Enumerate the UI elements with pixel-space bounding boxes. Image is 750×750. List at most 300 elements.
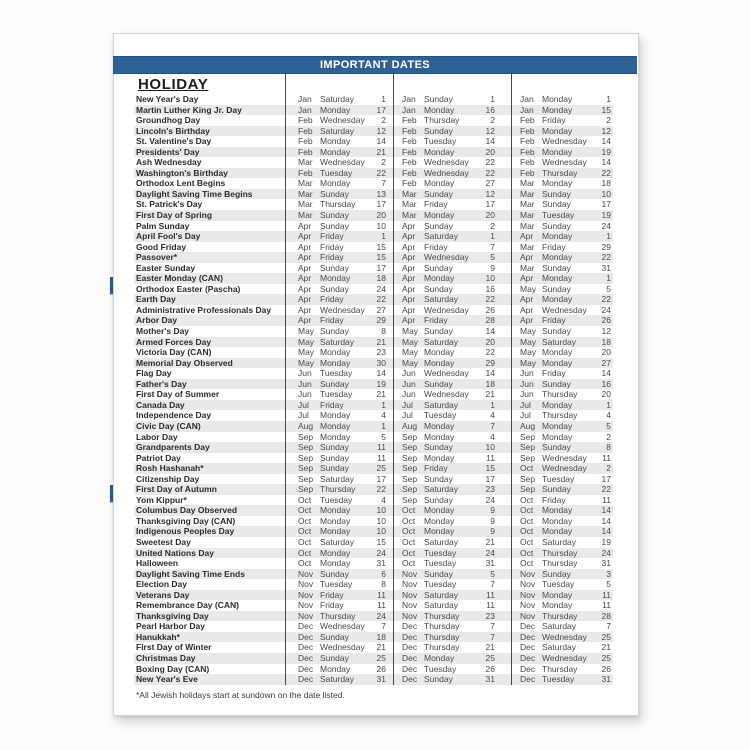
weekday-name: Monday — [424, 104, 455, 115]
month-abbrev: Dec — [520, 663, 536, 674]
weekday-name: Sunday — [542, 262, 571, 273]
day-number: 24 — [376, 283, 386, 294]
month-abbrev: Dec — [402, 652, 418, 663]
month-abbrev: Dec — [298, 652, 314, 663]
year3-date — [511, 347, 613, 358]
year2-date — [393, 126, 511, 137]
day-number: 20 — [376, 210, 386, 221]
month-abbrev: Jul — [298, 410, 309, 421]
day-number: 22 — [376, 484, 386, 495]
day-number: 21 — [376, 146, 386, 157]
year3-date — [511, 115, 613, 126]
weekday-name: Saturday — [542, 642, 577, 653]
day-number: 12 — [485, 188, 495, 199]
holiday-name: Armed Forces Day — [136, 336, 212, 347]
month-abbrev: Feb — [298, 115, 313, 126]
year2-date — [393, 168, 511, 179]
day-number: 17 — [376, 473, 386, 484]
weekday-name: Monday — [542, 431, 573, 442]
table-row — [134, 505, 613, 516]
day-number: 7 — [381, 621, 386, 632]
month-abbrev: Oct — [402, 515, 416, 526]
table-row — [134, 558, 613, 569]
month-abbrev: Jan — [298, 94, 312, 104]
weekday-name: Sunday — [424, 283, 453, 294]
month-abbrev: Apr — [402, 231, 416, 242]
year2-date — [393, 484, 511, 495]
year3-date — [511, 569, 613, 580]
year3-date — [511, 653, 613, 664]
month-abbrev: Apr — [520, 304, 534, 315]
table-row — [134, 421, 613, 432]
month-abbrev: Feb — [298, 125, 313, 136]
day-number: 2 — [606, 115, 611, 126]
month-abbrev: Nov — [298, 589, 314, 600]
day-number: 11 — [602, 589, 611, 600]
year1-date — [285, 453, 393, 464]
year2-date — [393, 674, 511, 685]
year3-date — [511, 368, 613, 379]
day-number: 30 — [376, 357, 386, 368]
year2-date — [393, 600, 511, 611]
day-number: 31 — [485, 674, 495, 685]
weekday-name: Wednesday — [320, 642, 365, 653]
month-abbrev: Feb — [298, 146, 313, 157]
day-number: 15 — [485, 463, 495, 474]
year1-column-rule — [285, 72, 393, 94]
holiday-table-rows — [134, 94, 613, 685]
year1-date — [285, 653, 393, 664]
month-abbrev: Nov — [402, 579, 418, 590]
year1-date — [285, 147, 393, 158]
weekday-name: Monday — [542, 294, 573, 305]
month-abbrev: Sep — [298, 442, 314, 453]
month-abbrev: Nov — [520, 568, 536, 579]
month-abbrev: Mar — [402, 199, 417, 210]
day-number: 10 — [376, 505, 386, 516]
weekday-name: Saturday — [424, 536, 459, 547]
day-number: 14 — [601, 515, 611, 526]
holiday-name: Yom Kippur* — [136, 494, 187, 505]
weekday-name: Monday — [542, 273, 573, 284]
weekday-name: Thursday — [542, 663, 578, 674]
weekday-name: Wednesday — [542, 463, 587, 474]
year3-date — [511, 526, 613, 537]
year1-date — [285, 379, 393, 390]
weekday-name: Tuesday — [320, 579, 353, 590]
year2-date — [393, 621, 511, 632]
day-number: 21 — [485, 536, 495, 547]
day-number: 3 — [606, 568, 611, 579]
month-abbrev: Sep — [298, 473, 314, 484]
day-number: 9 — [490, 515, 495, 526]
month-abbrev: Oct — [520, 515, 534, 526]
weekday-name: Sunday — [424, 378, 453, 389]
holiday-name: First Day of Summer — [136, 389, 220, 400]
day-number: 22 — [485, 294, 495, 305]
month-abbrev: Jun — [402, 378, 416, 389]
year1-date — [285, 273, 393, 284]
year2-date — [393, 611, 511, 622]
month-abbrev: Jan — [520, 104, 534, 115]
year3-date — [511, 621, 613, 632]
holiday-name: Memorial Day Observed — [136, 357, 233, 368]
day-number: 14 — [376, 368, 386, 379]
day-number: 5 — [381, 431, 386, 442]
table-row — [134, 231, 613, 242]
table-row — [134, 294, 613, 305]
table-row — [134, 474, 613, 485]
year2-date — [393, 358, 511, 369]
holiday-name: Arbor Day — [136, 315, 178, 326]
day-number: 21 — [376, 336, 386, 347]
weekday-name: Sunday — [424, 188, 453, 199]
weekday-name: Thursday — [542, 558, 578, 569]
weekday-name: Monday — [542, 231, 573, 242]
day-number: 15 — [376, 536, 386, 547]
weekday-name: Tuesday — [320, 167, 353, 178]
month-abbrev: Mar — [520, 220, 535, 231]
day-number: 11 — [602, 452, 611, 463]
holiday-name: Grandparents Day — [136, 442, 210, 453]
weekday-name: Monday — [542, 357, 573, 368]
weekday-name: Sunday — [542, 326, 571, 337]
day-number: 27 — [376, 304, 386, 315]
weekday-name: Saturday — [320, 336, 355, 347]
year3-date — [511, 126, 613, 137]
month-abbrev: Apr — [402, 252, 416, 263]
weekday-name: Sunday — [320, 220, 349, 231]
year3-date — [511, 611, 613, 622]
weekday-name: Monday — [542, 104, 573, 115]
weekday-name: Monday — [542, 252, 573, 263]
weekday-name: Monday — [320, 146, 351, 157]
holiday-name: Indigenous Peoples Day — [136, 526, 235, 537]
month-abbrev: Nov — [402, 568, 418, 579]
month-abbrev: Mar — [402, 210, 417, 221]
month-abbrev: Dec — [298, 663, 314, 674]
year1-date — [285, 590, 393, 601]
month-abbrev: Nov — [520, 610, 536, 621]
month-abbrev: Oct — [520, 463, 534, 474]
year1-date — [285, 358, 393, 369]
day-number: 5 — [606, 420, 611, 431]
year3-date — [511, 664, 613, 675]
day-number: 22 — [485, 157, 495, 168]
month-abbrev: Apr — [298, 273, 312, 284]
month-abbrev: Apr — [520, 231, 534, 242]
year3-date — [511, 178, 613, 189]
year1-date — [285, 548, 393, 559]
month-abbrev: Sep — [298, 431, 314, 442]
weekday-name: Wednesday — [542, 136, 587, 147]
day-number: 16 — [601, 378, 611, 389]
month-abbrev: May — [520, 347, 537, 358]
weekday-name: Monday — [320, 547, 351, 558]
month-abbrev: Sep — [520, 431, 536, 442]
year3-date — [511, 442, 613, 453]
table-row — [134, 442, 613, 453]
day-number: 31 — [601, 674, 611, 685]
year2-date — [393, 136, 511, 147]
weekday-name: Saturday — [424, 484, 459, 495]
holiday-name: Citizenship Day — [136, 473, 200, 484]
year1-date — [285, 558, 393, 569]
table-row — [134, 642, 613, 653]
day-number: 23 — [485, 610, 495, 621]
day-number: 17 — [376, 199, 386, 210]
year1-date — [285, 115, 393, 126]
weekday-name: Friday — [320, 399, 344, 410]
month-abbrev: Sep — [402, 442, 418, 453]
weekday-name: Friday — [542, 494, 566, 505]
weekday-name: Thursday — [320, 199, 356, 210]
day-number: 26 — [376, 663, 386, 674]
day-number: 9 — [490, 262, 495, 273]
year3-date — [511, 94, 613, 105]
weekday-name: Wednesday — [542, 452, 587, 463]
day-number: 29 — [601, 241, 611, 252]
day-number: 16 — [485, 283, 495, 294]
year2-date — [393, 157, 511, 168]
weekday-name: Monday — [542, 600, 573, 611]
year1-date — [285, 105, 393, 116]
day-number: 13 — [376, 188, 386, 199]
year3-date — [511, 453, 613, 464]
weekday-name: Friday — [424, 241, 448, 252]
day-number: 31 — [601, 558, 611, 569]
day-number: 4 — [606, 410, 611, 421]
weekday-name: Tuesday — [424, 410, 457, 421]
day-number: 21 — [485, 642, 495, 653]
holiday-name: Patriot Day — [136, 452, 181, 463]
year2-date — [393, 505, 511, 516]
year1-date — [285, 231, 393, 242]
day-number: 22 — [601, 294, 611, 305]
weekday-name: Wednesday — [424, 157, 469, 168]
year1-date — [285, 421, 393, 432]
day-number: 14 — [485, 136, 495, 147]
table-row — [134, 284, 613, 295]
month-abbrev: Jul — [402, 399, 413, 410]
weekday-name: Monday — [424, 146, 455, 157]
table-row — [134, 252, 613, 263]
weekday-name: Sunday — [424, 674, 453, 685]
year1-date — [285, 389, 393, 400]
day-number: 26 — [485, 663, 495, 674]
year1-date — [285, 611, 393, 622]
weekday-name: Thursday — [320, 484, 356, 495]
weekday-name: Wednesday — [320, 115, 365, 126]
table-row — [134, 569, 613, 580]
year2-date — [393, 569, 511, 580]
day-number: 20 — [485, 336, 495, 347]
year3-date — [511, 199, 613, 210]
year2-date — [393, 94, 511, 105]
year1-date — [285, 210, 393, 221]
table-row — [134, 242, 613, 253]
day-number: 25 — [376, 652, 386, 663]
day-number: 1 — [606, 231, 611, 242]
day-number: 19 — [601, 146, 611, 157]
weekday-name: Monday — [542, 146, 573, 157]
day-number: 7 — [381, 178, 386, 189]
day-number: 17 — [485, 199, 495, 210]
year1-date — [285, 463, 393, 474]
day-number: 31 — [376, 674, 386, 685]
day-number: 14 — [485, 326, 495, 337]
month-abbrev: Jun — [520, 389, 534, 400]
year2-date — [393, 558, 511, 569]
month-abbrev: Jun — [402, 389, 416, 400]
year1-date — [285, 516, 393, 527]
weekday-name: Saturday — [542, 621, 577, 632]
month-abbrev: Oct — [298, 515, 312, 526]
year1-date — [285, 537, 393, 548]
year2-date — [393, 315, 511, 326]
jewish-holidays-footnote: *All Jewish holidays start at sundown on the date listed. — [136, 689, 345, 700]
month-abbrev: Oct — [298, 547, 312, 558]
holiday-name: Lincoln's Birthday — [136, 125, 210, 136]
table-row — [134, 136, 613, 147]
year2-date — [393, 368, 511, 379]
year1-date — [285, 432, 393, 443]
day-number: 20 — [485, 146, 495, 157]
weekday-name: Monday — [320, 663, 351, 674]
year2-date — [393, 326, 511, 337]
table-row — [134, 168, 613, 179]
day-number: 10 — [376, 526, 386, 537]
table-row — [134, 653, 613, 664]
weekday-name: Saturday — [542, 536, 577, 547]
holiday-name: Thanksgiving Day — [136, 610, 209, 621]
month-abbrev: Oct — [298, 505, 312, 516]
holiday-name: Boxing Day (CAN) — [136, 663, 210, 674]
weekday-name: Sunday — [424, 473, 453, 484]
day-number: 11 — [486, 589, 495, 600]
weekday-name: Tuesday — [424, 558, 457, 569]
month-abbrev: Dec — [520, 621, 536, 632]
weekday-name: Thursday — [542, 167, 578, 178]
table-row — [134, 263, 613, 274]
weekday-name: Wednesday — [320, 304, 365, 315]
month-abbrev: Sep — [520, 484, 536, 495]
year2-column-rule — [393, 72, 511, 94]
day-number: 14 — [376, 136, 386, 147]
holiday-name: Presidents' Day — [136, 146, 200, 157]
table-row — [134, 368, 613, 379]
month-abbrev: May — [298, 336, 315, 347]
holiday-name: Washington's Birthday — [136, 167, 228, 178]
month-abbrev: Apr — [402, 262, 416, 273]
day-number: 17 — [601, 199, 611, 210]
year3-date — [511, 221, 613, 232]
month-abbrev: Aug — [298, 420, 314, 431]
table-row — [134, 326, 613, 337]
month-abbrev: Feb — [520, 167, 535, 178]
weekday-name: Monday — [542, 178, 573, 189]
table-row — [134, 115, 613, 126]
year2-date — [393, 199, 511, 210]
calendar-page — [113, 33, 639, 716]
month-abbrev: May — [298, 357, 315, 368]
month-abbrev: Mar — [402, 188, 417, 199]
year3-date — [511, 358, 613, 369]
day-number: 5 — [606, 283, 611, 294]
year2-date — [393, 294, 511, 305]
month-abbrev: Oct — [298, 558, 312, 569]
month-abbrev: May — [402, 336, 419, 347]
year2-date — [393, 178, 511, 189]
year1-date — [285, 263, 393, 274]
month-abbrev: Jan — [402, 94, 416, 104]
weekday-name: Monday — [542, 125, 573, 136]
year3-date — [511, 674, 613, 685]
day-number: 19 — [376, 378, 386, 389]
day-number: 7 — [490, 579, 495, 590]
weekday-name: Friday — [320, 231, 344, 242]
day-number: 11 — [377, 589, 386, 600]
weekday-name: Monday — [542, 515, 573, 526]
year2-date — [393, 632, 511, 643]
weekday-name: Thursday — [320, 610, 356, 621]
day-number: 20 — [601, 347, 611, 358]
day-number: 25 — [376, 463, 386, 474]
holiday-name: Thanksgiving Day (CAN) — [136, 515, 236, 526]
day-number: 2 — [490, 220, 495, 231]
weekday-name: Wednesday — [320, 621, 365, 632]
day-number: 7 — [490, 241, 495, 252]
weekday-name: Monday — [320, 104, 351, 115]
year2-date — [393, 189, 511, 200]
year2-date — [393, 548, 511, 559]
year1-date — [285, 400, 393, 411]
year3-date — [511, 252, 613, 263]
month-abbrev: Feb — [402, 157, 417, 168]
day-number: 12 — [601, 326, 611, 337]
weekday-name: Sunday — [542, 442, 571, 453]
month-abbrev: Feb — [520, 136, 535, 147]
year1-date — [285, 284, 393, 295]
month-abbrev: Feb — [298, 136, 313, 147]
month-abbrev: Oct — [520, 558, 534, 569]
year3-date — [511, 242, 613, 253]
month-abbrev: Nov — [298, 579, 314, 590]
year2-date — [393, 453, 511, 464]
day-number: 2 — [606, 463, 611, 474]
table-row — [134, 537, 613, 548]
holiday-name: Election Day — [136, 579, 188, 590]
weekday-name: Tuesday — [424, 136, 457, 147]
page-title: HOLIDAY — [138, 76, 209, 93]
holiday-name: Good Friday — [136, 241, 187, 252]
year2-date — [393, 221, 511, 232]
year3-date — [511, 231, 613, 242]
month-abbrev: Sep — [402, 473, 418, 484]
weekday-name: Monday — [320, 526, 351, 537]
day-number: 28 — [485, 315, 495, 326]
year1-date — [285, 199, 393, 210]
year3-date — [511, 294, 613, 305]
month-abbrev: Feb — [402, 136, 417, 147]
month-abbrev: Apr — [520, 252, 534, 263]
year2-date — [393, 590, 511, 601]
day-number: 22 — [485, 167, 495, 178]
day-number: 26 — [485, 304, 495, 315]
month-abbrev: Sep — [402, 452, 418, 463]
month-abbrev: Aug — [402, 420, 418, 431]
month-abbrev: Apr — [298, 220, 312, 231]
